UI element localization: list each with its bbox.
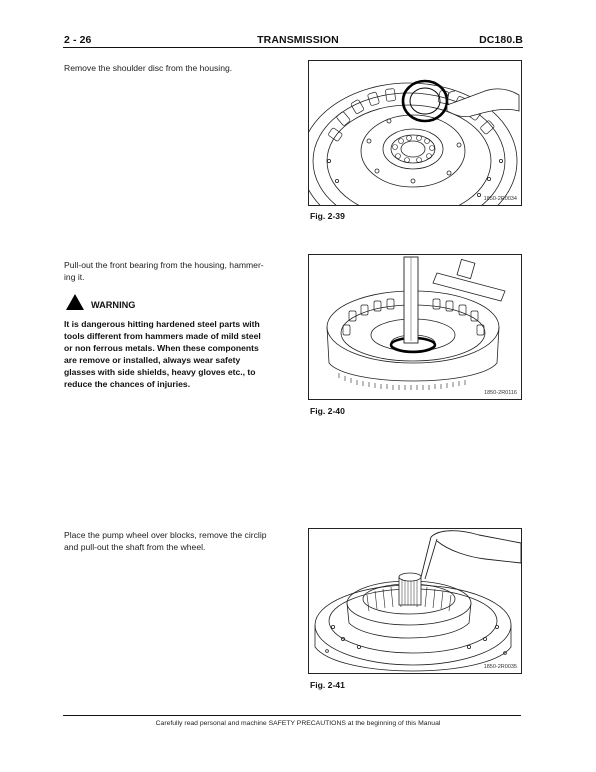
front-bearing-illustration <box>309 255 521 399</box>
figure-2-39 <box>308 60 522 206</box>
warning-line: are remove or installed, always wear safety <box>64 355 241 365</box>
warning-text <box>64 318 281 390</box>
warning-line: tools different from hammers made of mild steel <box>64 331 261 341</box>
figure-caption: Fig. 2-41 <box>310 680 345 690</box>
step-3-text-line: Place the pump wheel over blocks, remove the circlip <box>64 530 267 540</box>
model-code: DC180.B <box>479 34 523 46</box>
shoulder-disc-illustration <box>309 61 521 205</box>
warning-line: reduce the chances of injuries. <box>64 379 191 389</box>
section-title: TRANSMISSION <box>257 34 339 46</box>
header-rule <box>63 47 523 48</box>
footer-rule <box>63 715 521 716</box>
step-1-text: Remove the shoulder disc from the housing. <box>64 63 233 73</box>
footer-text: Carefully read personal and machine SAFETY PRECAUTIONS at the beginning of this Manual <box>155 720 441 727</box>
warning-triangle-icon <box>66 294 84 310</box>
figure-code: 1850-2R0116 <box>484 390 517 396</box>
step-3-text <box>64 529 294 553</box>
figure-caption: Fig. 2-39 <box>310 211 345 221</box>
step-2-text <box>64 259 294 283</box>
step-2-text-line: Pull-out the front bearing from the housing, hammer- <box>64 260 264 270</box>
warning-title: WARNING <box>91 300 136 310</box>
pump-wheel-illustration <box>309 529 521 673</box>
warning-line: It is dangerous hitting hardened steel parts with <box>64 319 260 329</box>
step-3-text-line: and pull-out the shaft from the wheel. <box>64 542 206 552</box>
figure-code: 1850-2R0034 <box>483 196 517 202</box>
step-2-text-line: ing it. <box>64 272 85 282</box>
page-number: 2 - 26 <box>64 34 92 46</box>
figure-caption: Fig. 2-40 <box>310 406 345 416</box>
figure-code: 1850-2R0035 <box>483 664 517 670</box>
figure-2-41 <box>308 528 522 674</box>
warning-line: or non ferrous metals. When these components <box>64 343 259 353</box>
figure-2-40 <box>308 254 522 400</box>
warning-line: glasses with side shields, heavy gloves etc., to <box>64 367 256 377</box>
